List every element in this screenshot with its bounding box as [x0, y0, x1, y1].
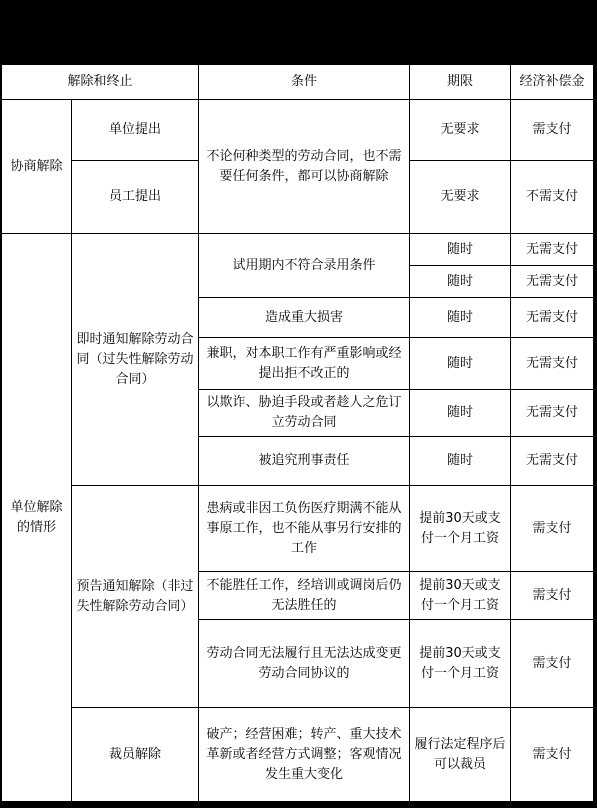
table-row	[2, 100, 594, 161]
compensation-cell: 需支付	[511, 572, 594, 620]
compensation-cell: 需支付	[511, 100, 594, 161]
term-cell: 提前30天或支付一个月工资	[410, 486, 511, 572]
term-cell: 随时	[410, 437, 511, 486]
condition-cell: 以欺诈、胁迫手段或者趁人之危订立劳动合同	[199, 390, 410, 437]
unit-termination-label: 单位解除的情形	[2, 234, 72, 802]
term-cell: 提前30天或支付一个月工资	[410, 572, 511, 620]
term-cell: 无要求	[410, 161, 511, 234]
term-cell: 履行法定程序后可以裁员	[410, 708, 511, 802]
compensation-cell: 不需支付	[511, 161, 594, 234]
compensation-cell: 需支付	[511, 486, 594, 572]
employer-proposed-label: 单位提出	[72, 100, 199, 161]
condition-cell: 造成重大损害	[199, 298, 410, 338]
header-row	[2, 65, 594, 100]
condition-cell: 试用期内不符合录用条件	[199, 234, 410, 298]
term-cell: 随时	[410, 390, 511, 437]
condition-cell: 患病或非因工负伤医疗期满不能从事原工作，也不能从事另行安排的工作	[199, 486, 410, 572]
mutual-condition: 不论何种类型的劳动合同，也不需要任何条件，都可以协商解除	[199, 100, 410, 234]
top-black-band	[0, 0, 597, 64]
labor-contract-termination-table	[1, 64, 594, 802]
header-condition: 条件	[199, 65, 410, 100]
advance-notice-label: 预告通知解除（非过失性解除劳动合同）	[72, 486, 199, 708]
condition-cell: 劳动合同无法履行且无法达成变更劳动合同协议的	[199, 620, 410, 708]
condition-cell: 被追究刑事责任	[199, 437, 410, 486]
employee-proposed-label: 员工提出	[72, 161, 199, 234]
header-termination: 解除和终止	[2, 65, 199, 100]
compensation-cell: 无需支付	[511, 437, 594, 486]
compensation-cell: 无需支付	[511, 390, 594, 437]
compensation-cell: 无需支付	[511, 338, 594, 390]
compensation-cell: 无需支付	[511, 266, 594, 298]
condition-cell: 不能胜任工作，经培训或调岗后仍无法胜任的	[199, 572, 410, 620]
term-cell: 随时	[410, 338, 511, 390]
term-cell: 无要求	[410, 100, 511, 161]
compensation-cell: 无需支付	[511, 298, 594, 338]
table-row	[2, 486, 594, 572]
table-row	[2, 708, 594, 802]
header-term: 期限	[410, 65, 511, 100]
right-black-band	[593, 64, 597, 808]
term-cell: 随时	[410, 298, 511, 338]
term-cell: 提前30天或支付一个月工资	[410, 620, 511, 708]
condition-cell: 破产；经营困难；转产、重大技术革新或者经营方式调整；客观情况发生重大变化	[199, 708, 410, 802]
immediate-termination-label: 即时通知解除劳动合同（过失性解除劳动合同）	[72, 234, 199, 486]
layoff-label: 裁员解除	[72, 708, 199, 802]
header-compensation: 经济补偿金	[511, 65, 594, 100]
compensation-cell: 需支付	[511, 620, 594, 708]
term-cell: 随时	[410, 234, 511, 266]
condition-cell: 兼职，对本职工作有严重影响或经提出拒不改正的	[199, 338, 410, 390]
bottom-black-band	[0, 801, 597, 808]
term-cell: 随时	[410, 266, 511, 298]
compensation-cell: 需支付	[511, 708, 594, 802]
compensation-cell: 无需支付	[511, 234, 594, 266]
table-row	[2, 234, 594, 266]
mutual-termination-label: 协商解除	[2, 100, 72, 234]
